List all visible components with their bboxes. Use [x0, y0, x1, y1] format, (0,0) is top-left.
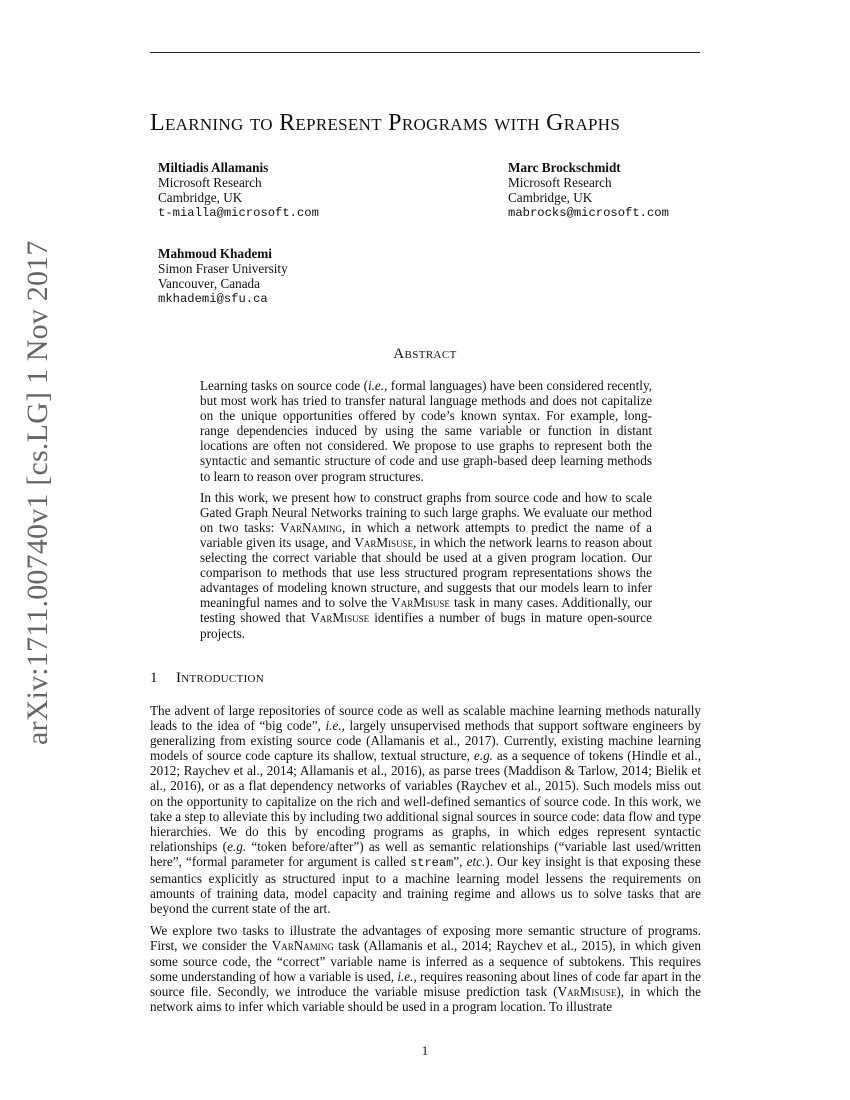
text-run: “token before/after”) as well as semantic relationships (“variable last used/written here”, “formal parameter for argument is called [150, 838, 701, 869]
task-name: VarMisuse [354, 534, 414, 550]
text-run: ), in which the network aims to infer which variable should be used in a program location. To illustrate [150, 983, 701, 1014]
italic-run: e.g. [473, 748, 493, 764]
text-run: task (Allamanis et al., 2014; Raychev et al., 2015), in which given some source code, the “correct” variable name is inferred as a sequence of subtokens. This requires some understanding of how a variable is used, [150, 938, 701, 984]
author-email[interactable]: t-mialla@microsoft.com [158, 205, 319, 220]
code-run: stream [410, 855, 454, 870]
text-run: Learning tasks on source code ( [200, 378, 368, 393]
italic-run: i.e. [367, 378, 385, 393]
abstract-paragraph [200, 490, 652, 641]
task-name: VarMisuse [557, 983, 617, 999]
task-name: VarNaming [271, 938, 334, 954]
italic-run: i.e. [397, 968, 414, 984]
section-heading [150, 670, 264, 687]
section-number: 1 [150, 670, 158, 686]
top-rule [150, 52, 700, 53]
text-run: , formal languages) have been considered recently, but most work has tried to transfer natural language methods and does not capitalize on the unique opportunities offered by code’s known syntax. For example, long-range dependencies induced by using the same variable or function in distant locations are often not considered. We propose to use graphs to represent both the syntactic and semantic structure of code and use graph-based deep learning methods to learn to reason over program structures. [200, 378, 652, 484]
text-run: In this work, we present how to construct graphs from source code and how to scale Gated Graph Neural Networks training to such large graphs. We evaluate our method on two tasks: [200, 489, 652, 535]
italic-run: e.g. [227, 838, 247, 854]
abstract-paragraph [200, 378, 652, 484]
text-run: We explore two tasks to illustrate the advantages of exposing more semantic structure of programs. First, we consider the [150, 923, 701, 954]
arxiv-identifier: arXiv:1711.00740v1 [cs.LG] 1 Nov 2017 [21, 240, 54, 745]
author-name: Marc Brockschmidt [508, 160, 621, 175]
author-affiliation: Microsoft Research [158, 175, 262, 191]
author-affiliation: Simon Fraser University [158, 261, 288, 277]
body-paragraph [150, 703, 701, 916]
text-run: task in many cases. Additionally, our testing showed that [200, 595, 652, 626]
author-email[interactable]: mkhademi@sfu.ca [158, 291, 268, 306]
author-block [158, 160, 319, 221]
abstract-heading: Abstract [393, 346, 457, 362]
italic-run: etc. [466, 853, 486, 869]
text-run: , largely unsupervised methods that support software engineers by generalizing from existing source code (Allamanis et al., 2017). Currently, existing machine learning models of source code capture its shallow, textual structure, [150, 718, 702, 764]
text-run: , in which a network attempts to predict the name of a variable given its usage, and [200, 519, 652, 550]
task-name: VarMisuse [391, 595, 450, 611]
author-name: Mahmoud Khademi [158, 246, 272, 261]
text-run: , requires reasoning about lines of code far apart in the source file. Secondly, we introduce the variable misuse prediction task ( [150, 968, 702, 999]
text-run: The advent of large repositories of source code as well as scalable machine learning methods naturally leads to the idea of “big code”, [150, 703, 701, 734]
paper-title: Learning to Represent Programs with Graphs [150, 110, 621, 136]
author-affiliation: Microsoft Research [508, 175, 612, 191]
author-name: Miltiadis Allamanis [158, 160, 269, 175]
author-email[interactable]: mabrocks@microsoft.com [508, 205, 669, 220]
abstract-body [200, 378, 652, 647]
text-run: ). Our key insight is that exposing these semantics explicitly as structured input to a machine learning model lessens the requirements on amounts of training data, model capacity and training regime and allows us to solve tasks that are beyond the current state of the art. [150, 853, 702, 917]
author-block [158, 246, 288, 307]
section-body [150, 703, 701, 1021]
task-name: VarNaming [279, 519, 342, 535]
author-location: Cambridge, UK [508, 190, 593, 206]
page-number: 1 [421, 1043, 429, 1058]
text-run: as a sequence of tokens (Hindle et al., 2012; Raychev et al., 2014; Allamanis et al., 2016), as parse trees (Maddison & Tarlow, 2014; Bielik et al., 2016), or as a flat dependency networks of variables (Raychev et al., 2015). Such models miss out on the opportunity to capitalize on the rich and well-defined semantics of source code. In this work, we take a step to alleviate this by including two additional signal sources in source code: data flow and type hierarchies. We do this by encoding programs as graphs, in which edges represent syntactic relationships ( [150, 748, 701, 854]
section-title: Introduction [176, 670, 265, 686]
text-run: identifies a number of bugs in mature open-source projects. [200, 610, 652, 641]
text-run: , in which the network learns to reason about selecting the correct variable that should be used at a given program location. Our comparison to methods that use less structured program representations shows the advantages of modeling known structure, and suggests that our models learn to infer meaningful names and to solve the [200, 534, 652, 611]
author-location: Cambridge, UK [158, 190, 243, 206]
task-name: VarMisuse [310, 610, 370, 626]
author-location: Vancouver, Canada [158, 276, 260, 292]
body-paragraph [150, 923, 701, 1014]
italic-run: i.e. [325, 718, 342, 734]
author-block [508, 160, 669, 221]
text-run: ”, [453, 853, 467, 869]
